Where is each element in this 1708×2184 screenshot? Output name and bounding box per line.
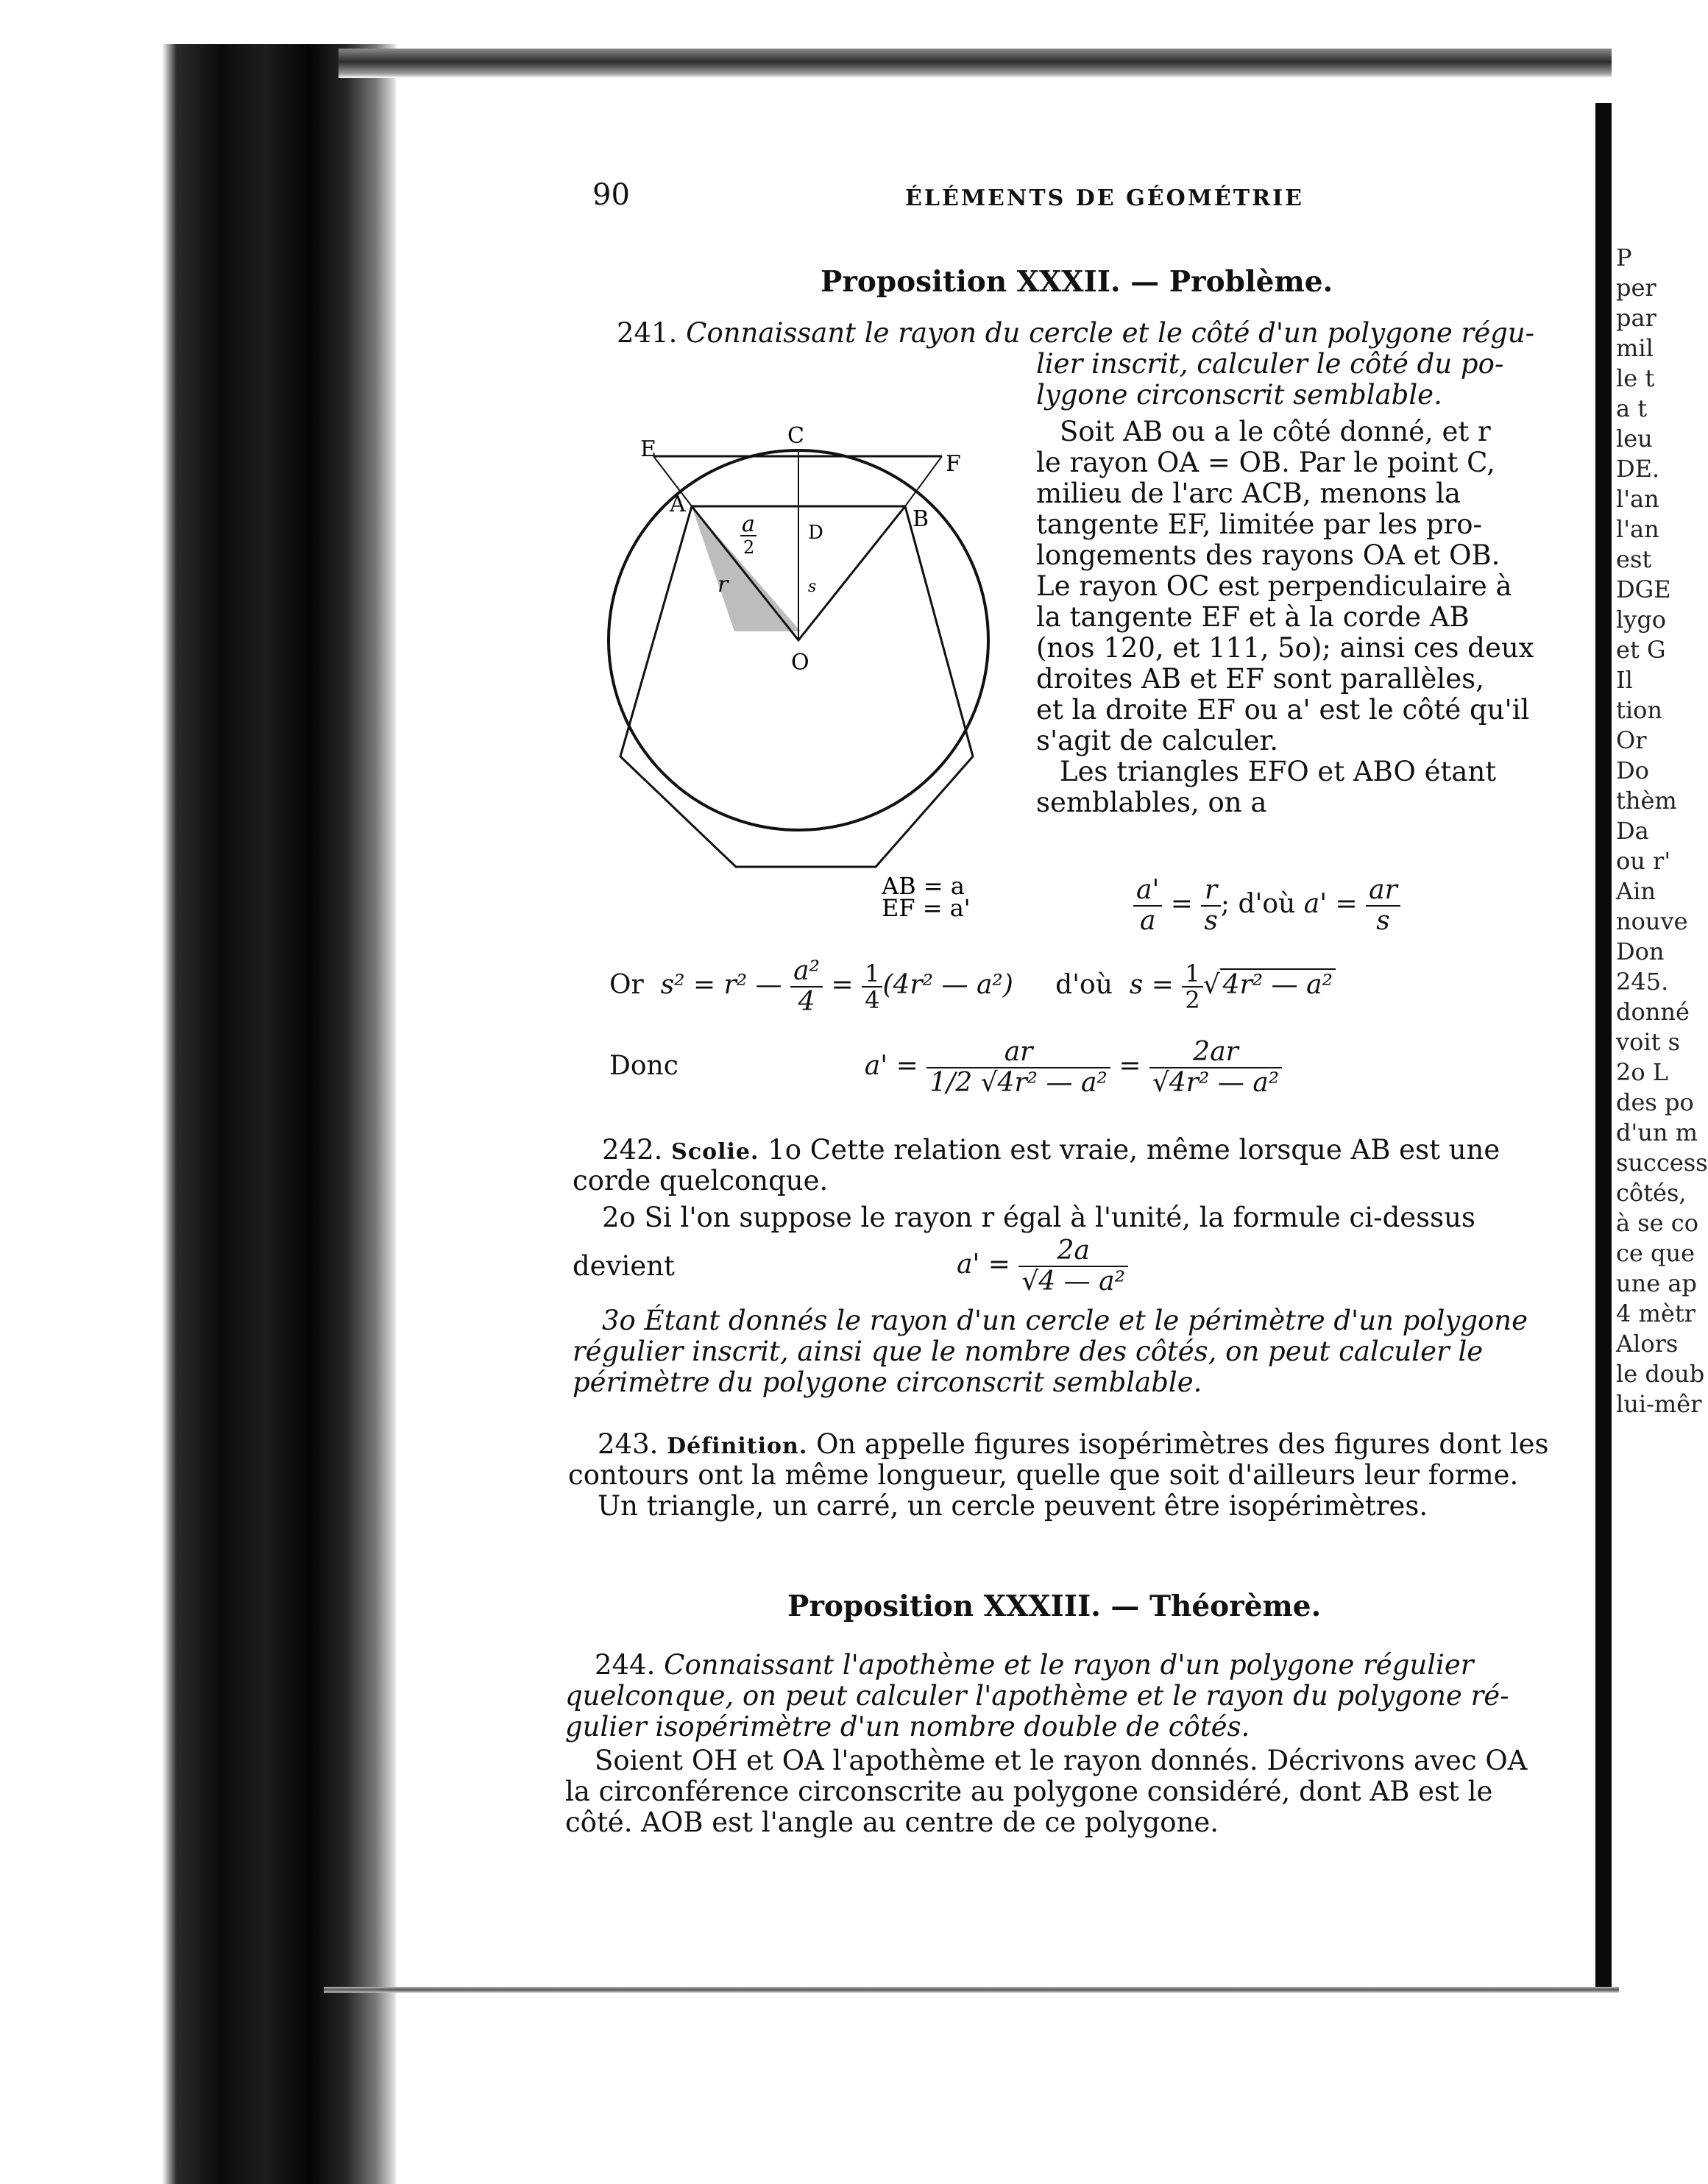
next-page-line: 4 mètr	[1616, 1300, 1695, 1327]
label-D: D	[808, 522, 823, 544]
next-page-line: a t	[1616, 394, 1648, 422]
scolie-3-line-1: 3o Étant donnés le rayon d'un cercle et le périmètre d'un polygone	[602, 1305, 1528, 1336]
next-page-line: d'un m	[1616, 1118, 1698, 1146]
formula-donc: Donc a' = $\frac{ar}{\text{1/2 √4r² — a²}}$ = $\frac{2ar}{\text{√4r² — a²}}$	[609, 1038, 1282, 1098]
label-E: E	[640, 436, 656, 462]
scolie-line-2: corde quelconque.	[573, 1165, 829, 1196]
prop33-statement-line-3: gulier isopérimètre d'un nombre double de côtés.	[565, 1711, 1250, 1742]
prop32-body-line: et la droite EF ou a' est le côté qu'il	[1036, 694, 1530, 726]
prop32-body-line: Soit AB ou a le côté donné, et r	[1060, 416, 1491, 447]
next-page-line: à se co	[1616, 1209, 1698, 1237]
formula-unit-radius: a' = $\frac{2a}{\text{√4 — a²}}$	[957, 1236, 1128, 1297]
proposition-33-title: Proposition XXXIII. — Théorème.	[787, 1589, 1322, 1623]
formula-s: Or s² = r² — $\frac{\text{a²}}{4}$ = $\frac{1}{4}$ (4r² — a²) d'où s = $\frac{1}{2}$ √ 4r² — a²	[609, 957, 1336, 1017]
label-B: B	[913, 506, 929, 532]
next-page-line: Da	[1616, 817, 1649, 845]
book-page	[397, 81, 1595, 1965]
prop32-body-line: s'agit de calculer.	[1036, 725, 1278, 756]
label-A: A	[670, 492, 686, 517]
prop32-body-line: milieu de l'arc ACB, menons la	[1036, 478, 1461, 509]
prop32-body-line: Le rayon OC est perpendiculaire à	[1036, 570, 1512, 602]
page-bottom-edge	[324, 1987, 1619, 1993]
next-page-line: nouve	[1616, 907, 1688, 935]
next-page-line: est	[1616, 545, 1652, 573]
geometry-figure	[611, 397, 971, 942]
next-page-line: lui-mêr	[1616, 1390, 1702, 1418]
definition-line-1: 243. Définition. On appelle figures isopérimètres des figures dont les	[598, 1428, 1549, 1460]
label-r: r	[717, 572, 729, 598]
next-page-line: lygo	[1616, 606, 1667, 634]
prop33-body-line-2: la circonférence circonscrite au polygone considéré, dont AB est le	[565, 1776, 1493, 1807]
prop32-statement-line-2: lier inscrit, calculer le côté du po-	[1036, 348, 1504, 380]
page-top-edge	[339, 49, 1612, 78]
next-page-line: leu	[1616, 425, 1653, 453]
next-page-line: l'an	[1616, 485, 1659, 513]
prop32-body-line: tangente EF, limitée par les pro-	[1036, 508, 1482, 540]
prop32-body-line: droites AB et EF sont parallèles,	[1036, 663, 1484, 695]
next-page-line: donné	[1616, 998, 1690, 1026]
next-page-line: le t	[1616, 364, 1655, 392]
prop32-body-line: Les triangles EFO et ABO étant	[1060, 756, 1497, 787]
next-page-line: une ap	[1616, 1269, 1697, 1297]
next-page-line: mil	[1616, 334, 1654, 362]
next-page-line: success	[1616, 1149, 1708, 1177]
prop33-body-line-3: côté. AOB est l'angle au centre de ce polygone.	[565, 1807, 1219, 1838]
next-page-line: per	[1616, 274, 1656, 302]
scolie-3-line-2: régulier inscrit, ainsi que le nombre des côtés, on peut calculer le	[573, 1336, 1484, 1367]
next-page-line: côtés,	[1616, 1179, 1687, 1207]
next-page-line: DE.	[1616, 455, 1660, 483]
next-page-line: des po	[1616, 1088, 1694, 1116]
next-page-line: 245.	[1616, 968, 1669, 996]
label-F: F	[946, 451, 961, 477]
next-page-line: Do	[1616, 756, 1649, 784]
page-number: 90	[592, 178, 630, 212]
book-binding-shadow	[0, 44, 397, 2184]
legend-ab: AB = a	[882, 872, 965, 900]
next-page-line: tion	[1616, 696, 1662, 724]
next-page-line: thèm	[1616, 787, 1677, 815]
prop33-body-line-1: Soient OH et OA l'apothème et le rayon donnés. Décrivons avec OA	[595, 1745, 1528, 1776]
next-page-line: l'an	[1616, 515, 1659, 543]
scolie-3-line-3: périmètre du polygone circonscrit semblable.	[573, 1366, 1202, 1398]
scolie-line-3: 2o Si l'on suppose le rayon r égal à l'unité, la formule ci-dessus	[602, 1202, 1475, 1233]
prop32-body-line: semblables, on a	[1036, 787, 1267, 818]
prop32-body-line: longements des rayons OA et OB.	[1036, 539, 1500, 571]
next-page-line: Ain	[1616, 877, 1656, 905]
next-page-line: par	[1616, 304, 1656, 332]
label-O: O	[791, 650, 809, 676]
prop32-body-line: (nos 120, et 111, 5o); ainsi ces deux	[1036, 632, 1534, 664]
next-page-line: Or	[1616, 726, 1647, 754]
next-page-line: Alors	[1616, 1330, 1679, 1358]
next-page-line: Don	[1616, 937, 1665, 965]
prop32-body-line: le rayon OA = OB. Par le point C,	[1036, 447, 1495, 478]
running-title: ÉLÉMENTS DE GÉOMÉTRIE	[905, 185, 1304, 211]
next-page-line: Il	[1616, 666, 1633, 694]
page-gutter	[1595, 103, 1612, 1987]
next-page-line: voit s	[1616, 1028, 1681, 1056]
scolie-line-1: 242. Scolie. 1o Cette relation est vraie, même lorsque AB est une	[602, 1134, 1500, 1166]
next-page-fragment	[1612, 243, 1708, 2009]
scolie-devient: devient	[573, 1250, 675, 1282]
prop32-statement-line-1: 241. Connaissant le rayon du cercle et le côté d'un polygone régu-	[617, 317, 1535, 349]
label-C: C	[787, 423, 804, 449]
label-half-a-num: a	[742, 511, 755, 537]
definition-line-2: contours ont la même longueur, quelle que soit d'ailleurs leur forme.	[568, 1459, 1519, 1491]
label-s: s	[808, 578, 817, 596]
proposition-32-title: Proposition XXXII. — Problème.	[821, 265, 1333, 299]
next-page-line: ou r'	[1616, 847, 1671, 875]
prop33-statement-line-1: 244. Connaissant l'apothème et le rayon d'un polygone régulier	[595, 1649, 1474, 1681]
next-page-line: le doub	[1616, 1360, 1705, 1388]
next-page-line: et G	[1616, 636, 1666, 664]
legend-ef: EF = a'	[882, 894, 971, 922]
next-page-line: 2o L	[1616, 1058, 1669, 1086]
next-page-line: ce que	[1616, 1239, 1695, 1267]
definition-line-3: Un triangle, un carré, un cercle peuvent être isopérimètres.	[598, 1490, 1428, 1522]
label-half-a-den: 2	[743, 537, 755, 558]
next-page-line: DGE	[1616, 575, 1671, 603]
formula-similarity: $\frac{a'}{a}$ = $\frac{r}{s}$ ; d'où a' = $\frac{ar}{s}$	[1133, 876, 1400, 936]
prop32-body-line: la tangente EF et à la corde AB	[1036, 601, 1470, 633]
prop33-statement-line-2: quelconque, on peut calculer l'apothème et le rayon du polygone ré-	[565, 1680, 1509, 1712]
prop32-statement-line-3: lygone circonscrit semblable.	[1036, 379, 1442, 411]
next-page-line: P	[1616, 244, 1632, 272]
